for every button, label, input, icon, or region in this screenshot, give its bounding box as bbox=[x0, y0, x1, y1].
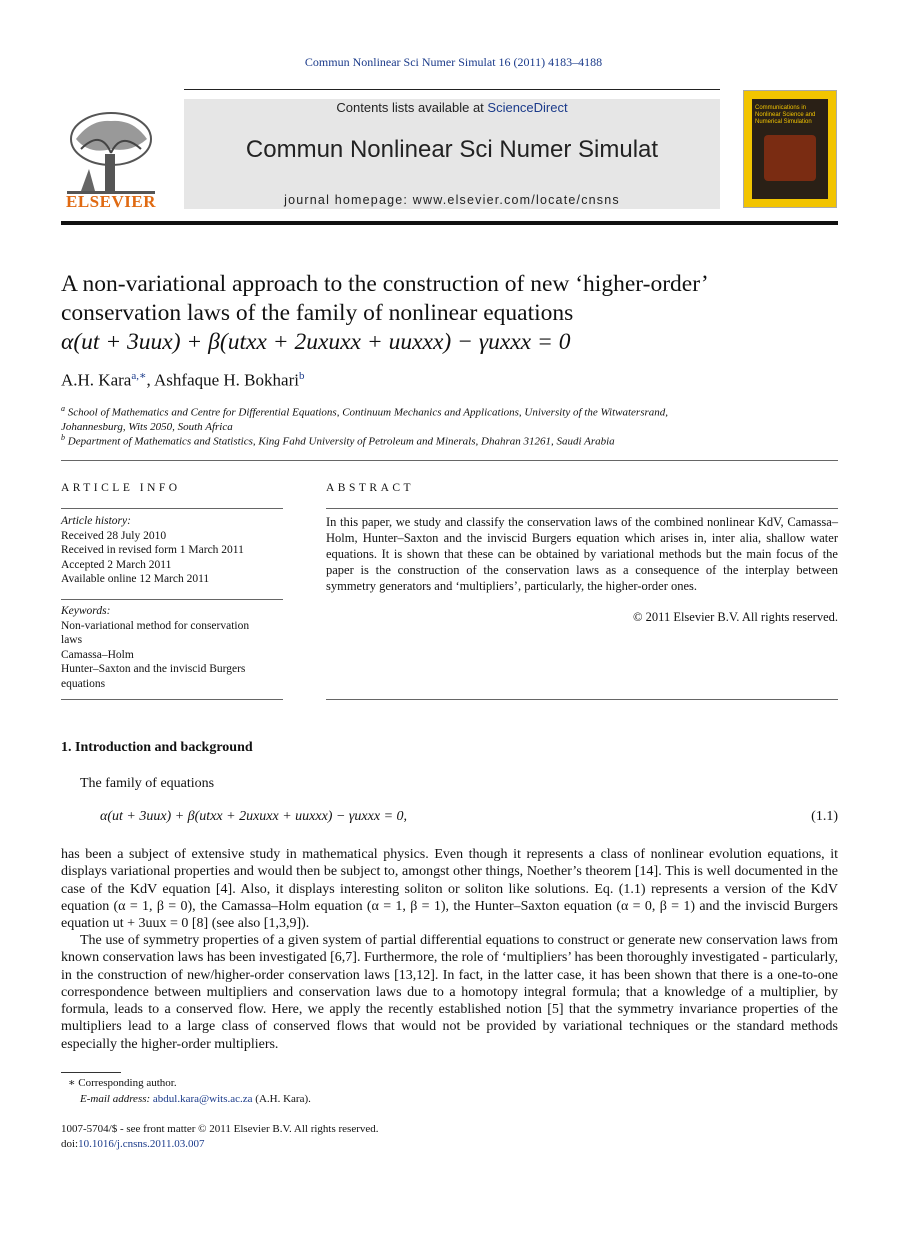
keyword-line: Hunter–Saxton and the inviscid Burgers bbox=[61, 663, 246, 675]
title-line-2: conservation laws of the family of nonlinear equations bbox=[61, 300, 574, 326]
doi-label: doi: bbox=[61, 1138, 79, 1150]
email-link[interactable]: abdul.kara@wits.ac.za bbox=[152, 1093, 253, 1105]
email-note bbox=[80, 1092, 311, 1106]
history-received: Received 28 July 2010 bbox=[61, 529, 167, 542]
journal-citation[interactable]: Commun Nonlinear Sci Numer Simulat 16 (2011) 4183–4188 bbox=[304, 55, 603, 69]
header-top-rule bbox=[184, 89, 720, 90]
history-online: Available online 12 March 2011 bbox=[61, 573, 210, 585]
author-bokhari[interactable]: , Ashfaque H. Bokhari bbox=[146, 370, 299, 390]
equation-1-1: α(ut + 3uux) + β(utxx + 2uxuxx + uuxxx) − γuxxx = 0, bbox=[100, 809, 408, 824]
footnote-rule bbox=[61, 1072, 121, 1073]
affiliation-a bbox=[61, 402, 668, 434]
article-info-heading: ARTICLE INFO bbox=[61, 482, 181, 494]
contents-prefix: Contents lists available at bbox=[336, 100, 488, 115]
affiliation-divider bbox=[61, 460, 838, 461]
info-rule-3 bbox=[61, 699, 283, 700]
abstract-rule-bottom bbox=[326, 699, 838, 700]
issn-line: 1007-5704/$ - see front matter © 2011 Elsevier B.V. All rights reserved. bbox=[61, 1123, 379, 1135]
info-rule-2 bbox=[61, 599, 283, 600]
article-history bbox=[61, 514, 283, 587]
keyword-line: Camassa–Holm bbox=[61, 648, 134, 661]
email-suffix: (A.H. Kara). bbox=[252, 1093, 311, 1105]
article-title bbox=[61, 270, 838, 357]
corresponding-author-note: ∗ Corresponding author. bbox=[68, 1077, 177, 1089]
abstract-rule-top bbox=[326, 508, 838, 509]
keyword-line: laws bbox=[61, 634, 83, 646]
title-line-3: α(ut + 3uux) + β(utxx + 2uxuxx + uuxxx) − γuxxx = 0 bbox=[61, 329, 571, 355]
author-kara-marks[interactable]: a,∗ bbox=[131, 370, 147, 382]
doi-line bbox=[61, 1137, 205, 1151]
paragraph-2: The use of symmetry properties of a given system of partial differential equations to construct or generate new conservation laws from known conservation laws has been investigated [6,7]. Furthermore, the role of ‘multipliers’ has been thoroughly investigated - particularly, in the construction of new/higher-order conservation laws [13,12]. In fact, in the latter case, it has been shown that there is a one-to-one correspondence between multipliers and conservation laws due to a homotopy integral formula; that a knowledge of a multiplier, by formula, leads to a conserved flow. Here, we apply the recently established notion [5] that the symmetry invariance properties of the multipliers lead to a large class of conserved flows that would not be provided by variational techniques or the standard methods especially the higher-order multipliers. bbox=[61, 933, 838, 1052]
affiliation-b bbox=[61, 431, 615, 449]
history-label: Article history: bbox=[61, 515, 131, 527]
sciencedirect-link[interactable]: ScienceDirect bbox=[487, 100, 568, 115]
title-line-1: A non-variational approach to the construction of new ‘higher-order’ bbox=[61, 271, 709, 297]
journal-cover-image[interactable] bbox=[743, 90, 837, 208]
affiliation-a-mark: a bbox=[61, 404, 65, 413]
doi-link[interactable]: 10.1016/j.cnsns.2011.03.007 bbox=[78, 1138, 205, 1150]
keywords-label: Keywords: bbox=[61, 605, 111, 617]
affiliation-a-line2: Johannesburg, Wits 2050, South Africa bbox=[61, 420, 233, 433]
cover-art bbox=[764, 135, 816, 181]
abstract-text: In this paper, we study and classify the conservation laws of the combined nonlinear KdV, Camassa–Holm, Hunter–Saxton and the inviscid Burgers equation which arises in, inter alia, shallow water equations. It is shown that these can be obtained by variational methods but the main focus of the paper is the construction of the conservation laws as a consequence of the interplay between symmetry generators and ‘multipliers’, particularly, the higher-order ones. bbox=[326, 515, 838, 593]
header-divider bbox=[61, 221, 838, 225]
publisher-name: ELSEVIER bbox=[66, 192, 156, 211]
author-list bbox=[61, 369, 304, 391]
author-bokhari-mark[interactable]: b bbox=[298, 370, 305, 382]
affiliation-a-line1: School of Mathematics and Centre for Differential Equations, Continuum Mechanics and Applications, University of the Witwatersrand, bbox=[67, 406, 669, 419]
paragraph-1: has been a subject of extensive study in mathematical physics. Even though it represents a class of nonlinear evolution equations, it displays variational properties and would then be subject to, amongst other things, Noether’s theorem [14]. This is well documented in the case of the KdV equation [4]. Also, it displays interesting soliton or soliton like solutions. Eq. (1.1) represents a version of the KdV equation (α = 1, β = 0), the Camassa–Holm equation (α = 1, β = 1), the Hunter–Saxton equation (α = 0, β = 1) and the inviscid Burgers equation ut + 3uux = 0 [8] (see also [1,3,9]). bbox=[61, 847, 838, 932]
affiliation-b-text: Department of Mathematics and Statistics, King Fahd University of Petroleum and Minerals, Dhahran 31261, Saudi Arabia bbox=[67, 435, 615, 448]
abstract-copyright: © 2011 Elsevier B.V. All rights reserved. bbox=[633, 610, 838, 624]
cover-text: Communications in Nonlinear Science and Numerical Simulation bbox=[755, 105, 816, 125]
section-intro: The family of equations bbox=[80, 776, 215, 791]
keyword-line: Non-variational method for conservation bbox=[61, 619, 250, 632]
history-revised: Received in revised form 1 March 2011 bbox=[61, 544, 244, 556]
history-accepted: Accepted 2 March 2011 bbox=[61, 558, 172, 571]
affiliation-b-mark: b bbox=[61, 433, 65, 442]
journal-homepage[interactable]: journal homepage: www.elsevier.com/locate/cnsns bbox=[284, 193, 620, 207]
abstract-heading: ABSTRACT bbox=[326, 482, 415, 494]
contents-line bbox=[184, 100, 720, 115]
journal-title: Commun Nonlinear Sci Numer Simulat bbox=[245, 136, 659, 163]
keyword-line: equations bbox=[61, 677, 106, 690]
email-label: E-mail address: bbox=[80, 1093, 153, 1105]
keywords bbox=[61, 604, 283, 691]
info-rule-1 bbox=[61, 508, 283, 509]
equation-number[interactable]: (1.1) bbox=[811, 809, 838, 824]
section-heading: 1. Introduction and background bbox=[61, 740, 253, 755]
author-kara[interactable]: A.H. Kara bbox=[61, 370, 132, 390]
